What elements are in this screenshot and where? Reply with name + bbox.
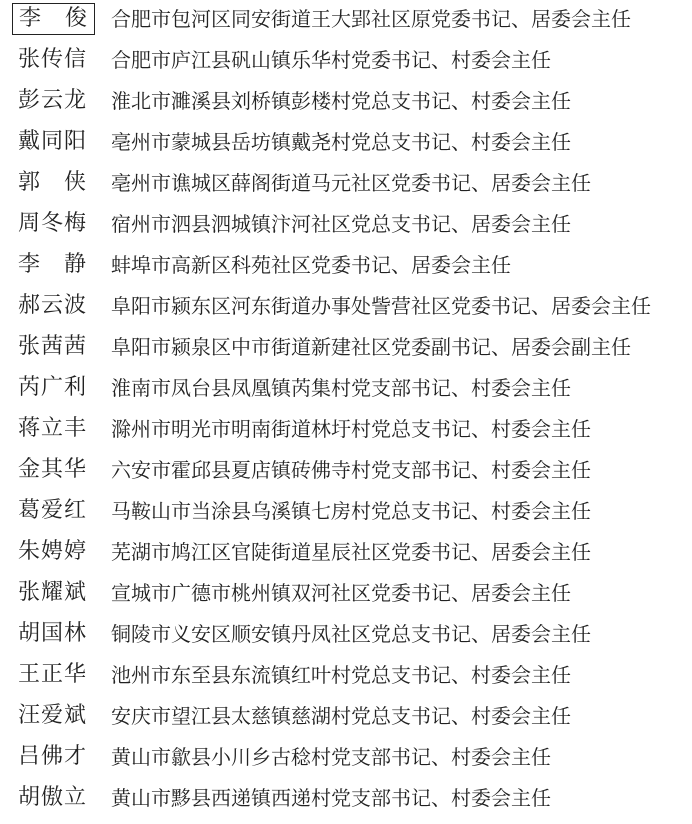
person-title: 合肥市包河区同安街道王大郢社区原党委书记、居委会主任 — [111, 7, 631, 31]
person-name: 张传信 — [18, 47, 88, 72]
person-title: 铜陵市义安区顺安镇丹凤社区党总支书记、居委会主任 — [111, 622, 591, 646]
person-name: 郭 侠 — [18, 170, 88, 195]
person-name: 汪爱斌 — [18, 703, 88, 728]
list-item — [0, 615, 692, 656]
person-name: 吕佛才 — [18, 744, 88, 769]
list-item — [0, 410, 692, 451]
person-title: 阜阳市颍东区河东街道办事处訾营社区党委书记、居委会主任 — [111, 294, 651, 318]
list-item — [0, 287, 692, 328]
person-title: 池州市东至县东流镇红叶村党总支书记、村委会主任 — [111, 663, 571, 687]
person-title: 安庆市望江县太慈镇慈湖村党总支书记、村委会主任 — [111, 704, 571, 728]
list-item — [0, 369, 692, 410]
list-item — [0, 779, 692, 820]
person-name: 王正华 — [18, 662, 88, 687]
person-title: 合肥市庐江县矾山镇乐华村党委书记、村委会主任 — [111, 48, 551, 72]
person-name: 彭云龙 — [18, 88, 88, 113]
person-name: 蒋立丰 — [18, 416, 88, 441]
list-item — [0, 533, 692, 574]
person-title: 黄山市黟县西递镇西递村党支部书记、村委会主任 — [111, 786, 551, 810]
list-item — [0, 164, 692, 205]
person-name: 金其华 — [18, 457, 88, 482]
person-name: 芮广利 — [18, 375, 88, 400]
list-item — [0, 123, 692, 164]
list-item — [0, 738, 692, 779]
list-item — [0, 205, 692, 246]
person-name: 李 静 — [18, 252, 88, 277]
person-name: 周冬梅 — [18, 211, 88, 236]
list-item — [0, 328, 692, 369]
person-title: 宣城市广德市桃州镇双河社区党委书记、居委会主任 — [111, 581, 571, 605]
list-item — [0, 697, 692, 738]
person-title: 马鞍山市当涂县乌溪镇七房村党总支书记、村委会主任 — [111, 499, 591, 523]
person-title: 滁州市明光市明南街道林圩村党总支书记、村委会主任 — [111, 417, 591, 441]
person-name: 张耀斌 — [18, 580, 88, 605]
person-title: 宿州市泗县泗城镇汴河社区党总支书记、居委会主任 — [111, 212, 571, 236]
list-item — [0, 492, 692, 533]
person-name: 胡傲立 — [18, 785, 88, 810]
person-title: 淮北市濉溪县刘桥镇彭楼村党总支书记、村委会主任 — [111, 89, 571, 113]
person-name-highlighted[interactable]: 李 俊 — [12, 3, 95, 35]
person-name: 郝云波 — [18, 293, 88, 318]
list-item — [0, 656, 692, 697]
list-item — [0, 574, 692, 615]
list-item — [0, 41, 692, 82]
list-item — [0, 246, 692, 287]
person-name: 朱娉婷 — [18, 539, 88, 564]
person-title: 亳州市蒙城县岳坊镇戴尧村党总支书记、村委会主任 — [111, 130, 571, 154]
list-item — [0, 451, 692, 492]
person-name: 张茜茜 — [18, 334, 88, 359]
list-item — [0, 0, 692, 41]
person-name: 戴同阳 — [18, 129, 88, 154]
person-title: 黄山市歙县小川乡古稔村党支部书记、村委会主任 — [111, 745, 551, 769]
person-title: 淮南市凤台县凤凰镇芮集村党支部书记、村委会主任 — [111, 376, 571, 400]
person-name: 胡国林 — [18, 621, 88, 646]
person-title: 蚌埠市高新区科苑社区党委书记、居委会主任 — [111, 253, 511, 277]
person-title: 阜阳市颍泉区中市街道新建社区党委副书记、居委会副主任 — [111, 335, 631, 359]
person-title: 亳州市谯城区薛阁街道马元社区党委书记、居委会主任 — [111, 171, 591, 195]
person-name: 葛爱红 — [18, 498, 88, 523]
person-title: 芜湖市鸠江区官陡街道星辰社区党委书记、居委会主任 — [111, 540, 591, 564]
person-title: 六安市霍邱县夏店镇砖佛寺村党支部书记、村委会主任 — [111, 458, 591, 482]
list-item — [0, 82, 692, 123]
